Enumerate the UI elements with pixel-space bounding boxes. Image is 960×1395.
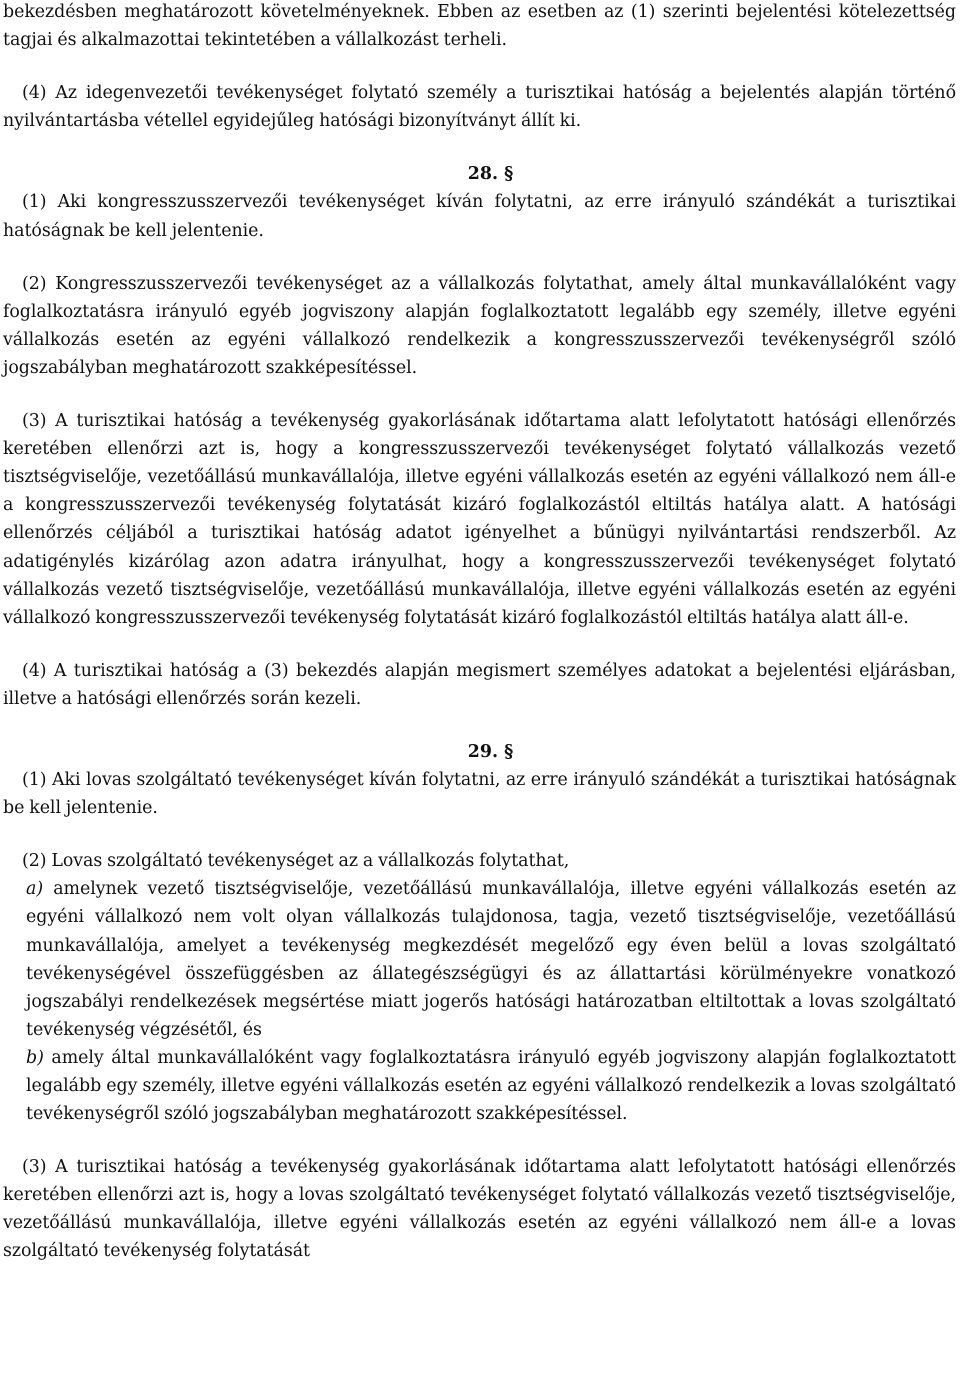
paragraph-29-2-intro: (2) Lovas szolgáltató tevékenységet az a vállalkozás folytathat, [22, 851, 570, 872]
paragraph-28-2: (2) Kongresszusszervezői tevékenységet az a vállalkozás folytathat, amely által munkavállalóként vagy foglalkoztatásra irányuló egyéb jogviszony alapján foglalkoztatott legalább egy személy, illetve egyéni vállalkozás esetén az egyéni vállalkozó rendelkezik a kongresszusszervezői tevékenységről szóló jogszabályban meghatározott szakképesítéssel. [3, 273, 956, 378]
paragraph-28-4: (4) A turisztikai hatóság a (3) bekezdés alapján megismert személyes adatokat a bejelentési eljárásban, illetve a hatósági ellenőrzés során kezeli. [3, 660, 956, 709]
point-b [3, 1044, 956, 1128]
point-a-text: amelynek vezető tisztségviselője, vezetőállású munkavállalója, illetve egyéni vállalkozás esetén az egyéni vállalkozó nem volt olyan vállalkozás tulajdonosa, tagja, vezető tisztségviselője, vezetőállású munkavállalója, amelyet a tevékenység megkezdését megelőző egy éven belül a lovas szolgáltató tevékenységével összefüggésben az állategészségügyi és az állattartási körülményekre vonatkozó jogszabályi rendelkezések megsértése miatt jogerős hatósági határozatban eltiltottak a lovas szolgáltató tevékenység végzésétől, és [26, 879, 956, 1040]
paragraph-28-3: (3) A turisztikai hatóság a tevékenység gyakorlásának időtartama alatt lefolytatott hatósági ellenőrzés keretében ellenőrzi azt is, hogy a kongresszusszervezői tevékenységet folytató vállalkozás vezető tisztségviselője, vezetőállású munkavállalója, illetve egyéni vállalkozás esetén az egyéni vállalkozó nem áll-e a kongresszusszervezői tevékenység folytatását kizáró foglalkozástól eltiltás hatálya alatt. A hatósági ellenőrzés céljából a turisztikai hatóság adatot igényelhet a bűnügyi nyilvántartási rendszerből. Az adatigénylés kizárólag azon adatra irányulhat, hogy a kongresszusszervezői tevékenységet folytató vállalkozás vezető tisztségviselője, vezetőállású munkavállalója, illetve egyéni vállalkozás esetén az egyéni vállalkozó kongresszusszervezői tevékenység folytatását kizáró foglalkozástól eltiltás hatálya alatt áll-e. [3, 411, 956, 628]
section-29-heading: 29. § [467, 741, 514, 762]
paragraph-29-1: (1) Aki lovas szolgáltató tevékenységet kíván folytatni, az erre irányuló szándékát a turisztikai hatóságnak be kell jelentenie. [3, 770, 956, 819]
paragraph-continuation: bekezdésben meghatározott követelményeknek. Ebben az esetben az (1) szerinti bejelentési kötelezettség tagjai és alkalmazottai tekintetében a vállalkozást terheli. [3, 2, 956, 51]
paragraph-27-4: (4) Az idegenvezetői tevékenységet folytató személy a turisztikai hatóság a bejelentés alapján történő nyilvántartásba vétellel egyidejűleg hatósági bizonyítványt állít ki. [3, 83, 956, 132]
point-a-marker: a) [26, 879, 44, 900]
paragraph-29-3: (3) A turisztikai hatóság a tevékenység gyakorlásának időtartama alatt lefolytatott hatósági ellenőrzés keretében ellenőrzi azt is, hogy a lovas szolgáltató tevékenységet folytató vállalkozás vezető tisztségviselője, vezetőállású munkavállalója, illetve egyéni vállalkozás esetén az egyéni vállalkozó nem áll-e a lovas szolgáltató tevékenység folytatását [3, 1157, 956, 1262]
point-b-marker: b) [26, 1047, 44, 1068]
point-b-text: amely által munkavállalóként vagy foglalkoztatásra irányuló egyéb jogviszony alapján foglalkoztatott legalább egy személy, illetve egyéni vállalkozás esetén az egyéni vállalkozó rendelkezik a lovas szolgáltató tevékenységről szóló jogszabályban meghatározott szakképesítéssel. [26, 1047, 956, 1125]
paragraph-28-1: (1) Aki kongresszusszervezői tevékenységet kíván folytatni, az erre irányuló szándékát a turisztikai hatóságnak be kell jelentenie. [3, 192, 956, 241]
section-28-heading: 28. § [467, 164, 514, 185]
point-a [3, 875, 956, 1044]
